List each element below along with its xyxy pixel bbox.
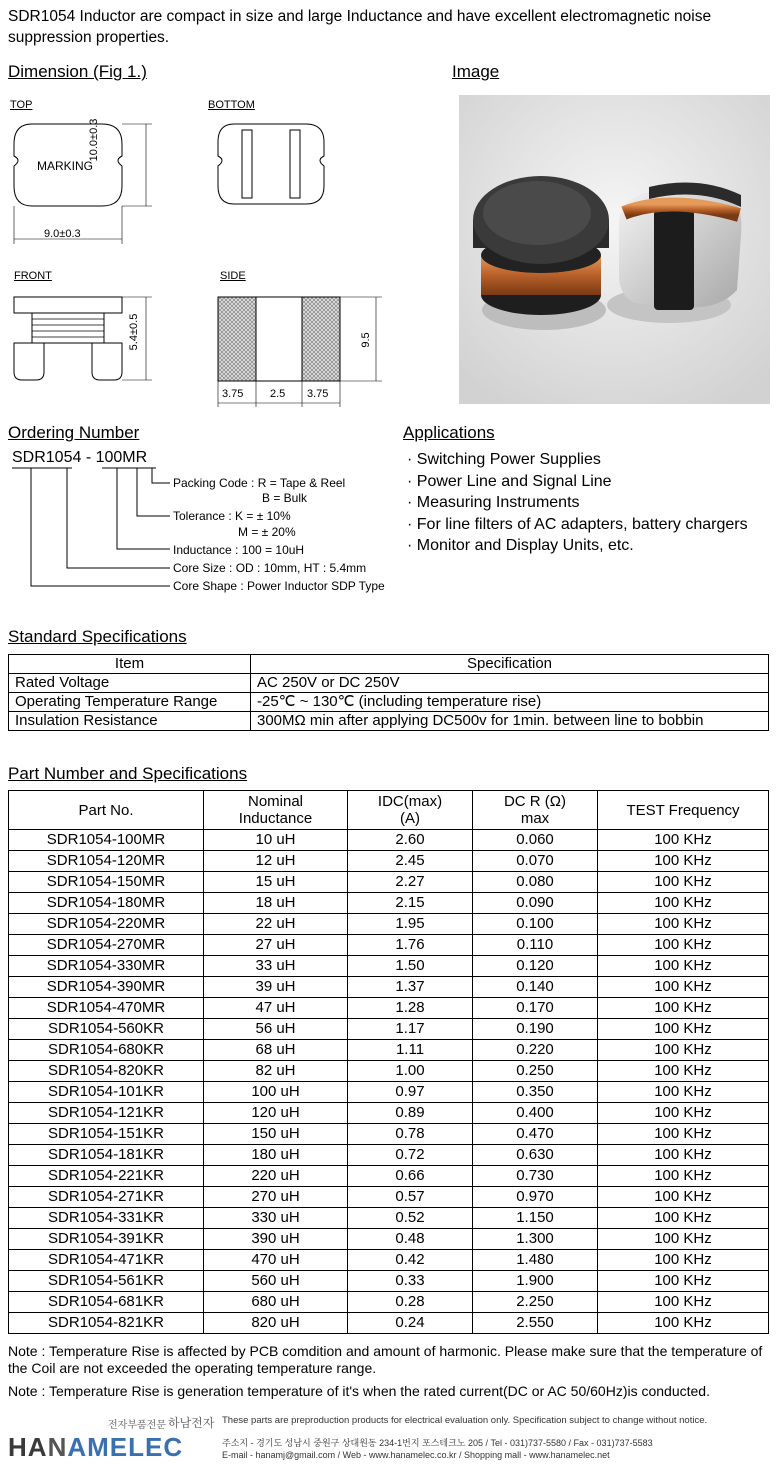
col-freq: TEST Frequency [598, 791, 769, 830]
part-number-cell: SDR1054-271KR [9, 1187, 204, 1208]
frequency-cell: 100 KHz [598, 1040, 769, 1061]
table-row [9, 956, 769, 977]
inductance-cell: 150 uH [204, 1124, 348, 1145]
table-row [9, 1271, 769, 1292]
table-row [9, 935, 769, 956]
inductance-cell: 120 uH [204, 1103, 348, 1124]
frequency-cell: 100 KHz [598, 1082, 769, 1103]
frequency-cell: 100 KHz [598, 1250, 769, 1271]
table-row [9, 1208, 769, 1229]
side-width-2: 2.5 [270, 388, 286, 400]
frequency-cell: 100 KHz [598, 1145, 769, 1166]
frequency-cell: 100 KHz [598, 998, 769, 1019]
dcr-cell: 0.110 [473, 935, 598, 956]
list-item: · For line filters of AC adapters, battery chargers [407, 515, 748, 533]
table-row [9, 1166, 769, 1187]
list-item: · Switching Power Supplies [407, 451, 601, 468]
parts-table [8, 790, 769, 1334]
table-row [9, 851, 769, 872]
table-row [9, 693, 769, 712]
part-number-cell: SDR1054-470MR [9, 998, 204, 1019]
table-row [9, 1040, 769, 1061]
table-row [9, 1124, 769, 1145]
table-row [9, 998, 769, 1019]
frequency-cell: 100 KHz [598, 1124, 769, 1145]
part-number-cell: SDR1054-100MR [9, 830, 204, 851]
part-number-cell: SDR1054-471KR [9, 1250, 204, 1271]
dcr-cell: 1.300 [473, 1229, 598, 1250]
dcr-cell: 0.730 [473, 1166, 598, 1187]
idc-cell: 0.57 [348, 1187, 473, 1208]
intro-text: SDR1054 Inductor are compact in size and large Inductance and have excellent electromagnetic noise suppression properties. [8, 8, 712, 46]
idc-cell: 2.60 [348, 830, 473, 851]
table-row [9, 1145, 769, 1166]
part-number-cell: SDR1054-390MR [9, 977, 204, 998]
inductance-cell: 270 uH [204, 1187, 348, 1208]
idc-cell: 0.42 [348, 1250, 473, 1271]
frequency-cell: 100 KHz [598, 956, 769, 977]
list-item: · Power Line and Signal Line [407, 472, 612, 490]
idc-cell: 0.24 [348, 1313, 473, 1334]
inductance-cell: 33 uH [204, 956, 348, 977]
col-spec: Specification [251, 655, 769, 674]
idc-cell: 1.28 [348, 998, 473, 1019]
idc-cell: 0.33 [348, 1271, 473, 1292]
dcr-cell: 0.120 [473, 956, 598, 977]
frequency-cell: 100 KHz [598, 1061, 769, 1082]
top-view-label: TOP [10, 99, 33, 111]
ordering-inductance: Inductance : 100 = 10uH [173, 543, 305, 557]
dcr-cell: 0.220 [473, 1040, 598, 1061]
part-number-cell: SDR1054-180MR [9, 893, 204, 914]
logo-part-b: N [47, 1432, 68, 1462]
image-heading: Image [452, 62, 500, 81]
inductance-cell: 68 uH [204, 1040, 348, 1061]
footer-disclaimer: These parts are preproduction products for electrical evaluation only. Specification subject to change without notice. [222, 1415, 708, 1426]
inductance-cell: 15 uH [204, 872, 348, 893]
idc-cell: 2.15 [348, 893, 473, 914]
inductance-cell: 56 uH [204, 1019, 348, 1040]
inductance-cell: 27 uH [204, 935, 348, 956]
part-number-cell: SDR1054-561KR [9, 1271, 204, 1292]
inductance-cell: 680 uH [204, 1292, 348, 1313]
top-view [14, 124, 152, 244]
dcr-cell: 0.470 [473, 1124, 598, 1145]
dcr-cell: 1.150 [473, 1208, 598, 1229]
part-number-cell: SDR1054-331KR [9, 1208, 204, 1229]
list-item: · Measuring Instruments [407, 494, 580, 511]
part-number-cell: SDR1054-391KR [9, 1229, 204, 1250]
table-row [9, 1229, 769, 1250]
ordering-packing-bulk: B = Bulk [262, 491, 308, 505]
dcr-cell: 0.060 [473, 830, 598, 851]
inductance-cell: 10 uH [204, 830, 348, 851]
korean-tag: 전자부품전문 [108, 1420, 166, 1431]
table-row [9, 1250, 769, 1271]
frequency-cell: 100 KHz [598, 893, 769, 914]
frequency-cell: 100 KHz [598, 851, 769, 872]
parts-heading: Part Number and Specifications [8, 764, 248, 783]
part-number-cell: SDR1054-150MR [9, 872, 204, 893]
table-row [9, 1082, 769, 1103]
idc-cell: 0.72 [348, 1145, 473, 1166]
idc-cell: 0.52 [348, 1208, 473, 1229]
idc-cell: 1.11 [348, 1040, 473, 1061]
frequency-cell: 100 KHz [598, 872, 769, 893]
ordering-part-a: SDR1054 [12, 449, 82, 466]
part-number-cell: SDR1054-821KR [9, 1313, 204, 1334]
idc-cell: 2.27 [348, 872, 473, 893]
frequency-cell: 100 KHz [598, 1208, 769, 1229]
inductance-cell: 22 uH [204, 914, 348, 935]
ordering-leader-lines [0, 465, 180, 595]
inductance-cell: 820 uH [204, 1313, 348, 1334]
col-dcr-l1: DC R (Ω) [503, 793, 567, 810]
dcr-cell: 0.170 [473, 998, 598, 1019]
dcr-cell: 0.350 [473, 1082, 598, 1103]
inductance-cell: 330 uH [204, 1208, 348, 1229]
bottom-view [218, 124, 324, 204]
inductance-cell: 470 uH [204, 1250, 348, 1271]
frequency-cell: 100 KHz [598, 830, 769, 851]
table-row [9, 1061, 769, 1082]
table-row [9, 1103, 769, 1124]
inductance-cell: 390 uH [204, 1229, 348, 1250]
ordering-packing: Packing Code : R = Tape & Reel [173, 476, 346, 490]
spec-item: Insulation Resistance [9, 712, 251, 731]
idc-cell: 2.45 [348, 851, 473, 872]
col-dcr-l2: max [520, 810, 550, 827]
dcr-cell: 0.970 [473, 1187, 598, 1208]
bottom-view-label: BOTTOM [208, 99, 255, 111]
idc-cell: 0.48 [348, 1229, 473, 1250]
col-item: Item [9, 655, 251, 674]
dcr-cell: 0.400 [473, 1103, 598, 1124]
footer-contact: E-mail - hanamj@gmail.com / Web - www.hanamelec.co.kr / Shopping mall - www.hanamelec.net [222, 1450, 610, 1460]
frequency-cell: 100 KHz [598, 1019, 769, 1040]
dcr-cell: 1.900 [473, 1271, 598, 1292]
idc-cell: 1.50 [348, 956, 473, 977]
side-width-3: 3.75 [307, 388, 329, 400]
frequency-cell: 100 KHz [598, 1313, 769, 1334]
front-height-dim: 5.4±0.5 [128, 313, 140, 351]
logo-part-c: AMELEC [67, 1432, 184, 1462]
table-row [9, 1019, 769, 1040]
dcr-cell: 0.250 [473, 1061, 598, 1082]
table-row [9, 1292, 769, 1313]
part-number-cell: SDR1054-101KR [9, 1082, 204, 1103]
col-inductance-l2: Inductance [238, 810, 313, 827]
dcr-cell: 0.100 [473, 914, 598, 935]
table-row [9, 1313, 769, 1334]
standard-heading: Standard Specifications [8, 627, 187, 646]
applications-list [407, 449, 748, 557]
dcr-cell: 0.080 [473, 872, 598, 893]
table-row [9, 674, 769, 693]
side-height-dim: 9.5 [360, 332, 372, 348]
dimension-heading: Dimension (Fig 1.) [8, 62, 147, 81]
inductance-cell: 220 uH [204, 1166, 348, 1187]
table-row [9, 830, 769, 851]
part-number-cell: SDR1054-330MR [9, 956, 204, 977]
spec-value: 300MΩ min after applying DC500v for 1min. between line to bobbin [251, 712, 769, 731]
idc-cell: 0.97 [348, 1082, 473, 1103]
part-number-cell: SDR1054-151KR [9, 1124, 204, 1145]
table-row [9, 914, 769, 935]
part-number-cell: SDR1054-121KR [9, 1103, 204, 1124]
dcr-cell: 1.480 [473, 1250, 598, 1271]
dcr-cell: 0.190 [473, 1019, 598, 1040]
frequency-cell: 100 KHz [598, 1166, 769, 1187]
col-inductance [204, 791, 348, 830]
marking-label: MARKING [37, 159, 94, 173]
ordering-heading: Ordering Number [8, 423, 140, 442]
inductance-cell: 47 uH [204, 998, 348, 1019]
company-logo [8, 1432, 183, 1463]
product-photo [459, 95, 770, 404]
dimension-drawing [0, 110, 440, 410]
idc-cell: 0.66 [348, 1166, 473, 1187]
part-number-cell: SDR1054-680KR [9, 1040, 204, 1061]
spec-value: -25℃ ~ 130℃ (including temperature rise) [251, 693, 769, 712]
frequency-cell: 100 KHz [598, 1187, 769, 1208]
inductance-cell: 39 uH [204, 977, 348, 998]
ordering-dash: - [81, 449, 96, 466]
part-number-cell: SDR1054-681KR [9, 1292, 204, 1313]
ordering-tolerance-m: M = ± 20% [238, 525, 296, 539]
spec-item: Rated Voltage [9, 674, 251, 693]
idc-cell: 1.76 [348, 935, 473, 956]
footer-address: 주소지 - 경기도 성남시 중원구 상대원동 234-1번지 포스테크노 205 / Tel - 031)737-5580 / Fax - 031)737-5583 [222, 1438, 653, 1448]
dcr-cell: 2.250 [473, 1292, 598, 1313]
part-number-cell: SDR1054-270MR [9, 935, 204, 956]
table-row [9, 712, 769, 731]
frequency-cell: 100 KHz [598, 1271, 769, 1292]
ordering-part-b: 100MR [95, 449, 148, 466]
idc-cell: 1.17 [348, 1019, 473, 1040]
inductance-cell: 560 uH [204, 1271, 348, 1292]
note-1: Note : Temperature Rise is affected by PCB comdition and amount of harmonic. Please make sure that the temperature of the Coil are not exceeded the operating temperature range. [8, 1343, 763, 1376]
frequency-cell: 100 KHz [598, 977, 769, 998]
idc-cell: 1.37 [348, 977, 473, 998]
dcr-cell: 0.140 [473, 977, 598, 998]
table-row [9, 1187, 769, 1208]
idc-cell: 0.78 [348, 1124, 473, 1145]
dcr-cell: 2.550 [473, 1313, 598, 1334]
ordering-tolerance: Tolerance : K = ± 10% [173, 509, 291, 523]
korean-name: 하남전자 [168, 1416, 215, 1430]
side-width-1: 3.75 [222, 388, 244, 400]
logo-part-a: HA [8, 1432, 48, 1462]
inductance-cell: 100 uH [204, 1082, 348, 1103]
frequency-cell: 100 KHz [598, 1229, 769, 1250]
frequency-cell: 100 KHz [598, 935, 769, 956]
applications-heading: Applications [403, 423, 495, 442]
part-number-cell: SDR1054-221KR [9, 1166, 204, 1187]
standard-spec-table [8, 654, 769, 731]
idc-cell: 0.28 [348, 1292, 473, 1313]
inductance-cell: 18 uH [204, 893, 348, 914]
part-number-cell: SDR1054-181KR [9, 1145, 204, 1166]
top-width-dim: 9.0±0.3 [44, 228, 81, 240]
table-row [9, 977, 769, 998]
col-dcr [473, 791, 598, 830]
part-number-cell: SDR1054-220MR [9, 914, 204, 935]
idc-cell: 1.95 [348, 914, 473, 935]
frequency-cell: 100 KHz [598, 1292, 769, 1313]
idc-cell: 0.89 [348, 1103, 473, 1124]
col-idc [348, 791, 473, 830]
spec-value: AC 250V or DC 250V [251, 674, 769, 693]
table-row [9, 872, 769, 893]
col-part: Part No. [9, 791, 204, 830]
list-item: · Monitor and Display Units, etc. [407, 537, 634, 554]
idc-cell: 1.00 [348, 1061, 473, 1082]
part-number-cell: SDR1054-120MR [9, 851, 204, 872]
col-inductance-l1: Nominal [247, 793, 304, 810]
footer [0, 1410, 780, 1479]
inductance-cell: 180 uH [204, 1145, 348, 1166]
col-idc-l1: IDC(max) [377, 793, 443, 810]
col-idc-l2: (A) [400, 810, 420, 827]
table-row [9, 893, 769, 914]
inductance-cell: 82 uH [204, 1061, 348, 1082]
inductance-cell: 12 uH [204, 851, 348, 872]
note-2: Note : Temperature Rise is generation temperature of it's when the rated current(DC or AC 50/60Hz)is conducted. [8, 1383, 710, 1399]
frequency-cell: 100 KHz [598, 914, 769, 935]
frequency-cell: 100 KHz [598, 1103, 769, 1124]
dcr-cell: 0.630 [473, 1145, 598, 1166]
ordering-core-size: Core Size : OD : 10mm, HT : 5.4mm [173, 561, 367, 575]
part-number-cell: SDR1054-820KR [9, 1061, 204, 1082]
part-number-cell: SDR1054-560KR [9, 1019, 204, 1040]
side-view-label: SIDE [220, 270, 246, 282]
spec-item: Operating Temperature Range [9, 693, 251, 712]
top-height-dim: 10.0±0.3 [88, 118, 100, 162]
dcr-cell: 0.070 [473, 851, 598, 872]
front-view-label: FRONT [14, 270, 52, 282]
dcr-cell: 0.090 [473, 893, 598, 914]
ordering-core-shape: Core Shape : Power Inductor SDP Type [173, 579, 385, 593]
